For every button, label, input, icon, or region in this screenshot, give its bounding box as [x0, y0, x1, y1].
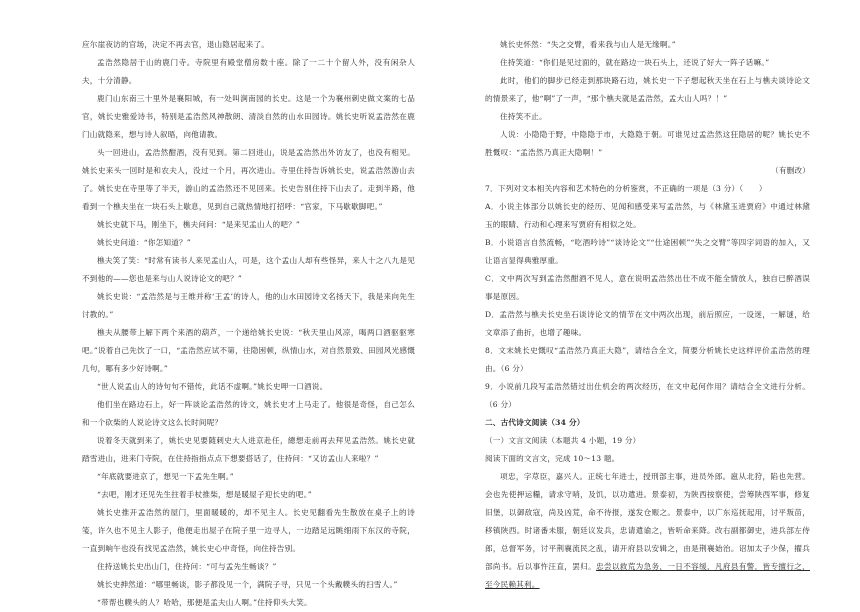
left-text: 说着冬天就到来了，姚长史见要随刺史大人进京赴任，總想走前再去拜见孟浩然。姚长史就踏雪进山，进来门寺院，在住持指指点点下想要搭话了，住持问：“又访孟山人来啦？”	[82, 436, 415, 463]
right-paragraph	[485, 180, 810, 198]
left-paragraph	[82, 576, 415, 594]
left-paragraph	[82, 252, 415, 288]
left-text: 樵夫从腰带上解下两个来酒的葫芦，一个递给姚长史说：“秋天里山风凉，喝两口酒驱驱寒吧。”说着自己先饮了一口，“孟浩然应试不第，往隐困顿，纵情山水，对自然景致、田园风光感慨几句，哪有多少好诗啊。”	[82, 328, 415, 373]
left-paragraph	[82, 36, 415, 54]
left-text: 姚长史说：“孟浩然是与王维并称‘王孟’的诗人，他的山水田园诗文名扬天下，我是来向先生讨教的。”	[82, 292, 415, 319]
right-paragraph	[485, 468, 810, 594]
left-text: 头一回进山，孟浩然酣酒，没有见到。第二回进山，说是孟浩然出外访友了，也没有相见。姚长史来头一回时是和农夫人，没过一个月，再次进山。寺里住持告诉姚长史，说孟浩然游山去了。姚长史在寺里等了半天，游山的孟浩然还不见回来。长史告别住持下山去了。走到半路，他看到一个樵夫坐在一块石头上歇息，见到自己就热情地打招呼：“官家，下马歇歇脚吧。”	[82, 148, 415, 211]
right-paragraph	[485, 108, 810, 126]
right-text: B．小说语言自然流畅，“吃酒吟诗”“谈诗论文”“仕途困顿”“失之交臂”等四字词语的加入，又让语言显得典雅厚重。	[485, 238, 810, 265]
left-paragraph	[82, 396, 415, 432]
right-text: 项忠，字荩臣，嘉兴人。正统七年进士，授刑部主事，进员外郎。扈从北狩，陷也先营。会也先使押运糧，请求守哨，及饥，以功遣进。景泰初，为陕西按察使，尝筹陕西军事，修复旧堡，以御敌寇，尚及凶荒，命不待报，遂发仓赈之。景泰中，以广东巡抚起用，讨平叛苗，移镇陕西。时诸番未服，朝廷议发兵，忠请遣谕之，皆听命来降。改右副都御史，进兵部左侍郎，总督军务，讨平荆襄流民之乱，请开府县以安辑之，由是荆襄始治。诏加太子少保，擢兵部尚书。后以事忤汪直，罢归。	[485, 472, 810, 571]
left-paragraph	[82, 90, 415, 144]
right-text: 姚长史怀然：“失之交臂，看来我与山人是无缘啊。”	[500, 40, 676, 49]
right-text: C．文中两次写到孟浩然酣酒不见人，意在说明孟浩然出仕不成不能全情放人，独自已醉酒误事是原因。	[485, 274, 810, 301]
right-text: 9．小说前几段写孟浩然错过出仕机会的两次经历，在文中起何作用？请结合全文进行分析。（6 分）	[485, 382, 810, 409]
right-text: 7．下列对文本相关内容和艺术特色的分析鉴赏，不正确的一项是（3 分）（ ）	[485, 184, 767, 193]
left-paragraph	[82, 216, 415, 234]
right-text: 住持笑不止。	[500, 112, 547, 121]
right-text: （有删改）	[771, 166, 810, 175]
left-paragraph	[82, 468, 415, 486]
left-text: “带帮也幞头的人？哈哈，那便是孟夫山人啊。”住持仰头大笑。	[97, 598, 312, 607]
left-paragraph	[82, 54, 415, 90]
left-text: 姚长史推开孟浩然的屋门，里面暖暖的，却不见主人。长史见翻看先生散放在桌子上的诗笺，许久也不见主人影子，他便走出屋子在院子里一边寻人，一边踏足远眺细雨下东汉的寺院，一直到晌午也没有找见孟浩然，姚长史心中奇怪，向住持告别。	[82, 508, 415, 553]
right-paragraph	[485, 72, 810, 108]
left-text: “世人说孟山人的诗句句不错传，此话不虚啊。”姚长史呷一口酒说。	[97, 382, 328, 391]
right-text: 人说：小隐隐于野，中隐隐于市，大隐隐于朝。可谁见过孟浩然这狂隐居的呢？姚长史不胜慨叹：“孟浩然乃真正大隐啊！”	[485, 130, 810, 157]
left-paragraph	[82, 432, 415, 468]
left-text: 姚长史就下马，刚坐下，樵夫问问：“是来见孟山人的吧？”	[97, 220, 301, 229]
right-paragraph	[485, 54, 810, 72]
right-text: 住持笑道：“你们是见过面的，就在路边一块石头上，还说了好大一阵子话嘛。”	[500, 58, 770, 67]
underlined-sentence: 忠尝以救荒为急务，一日不容缓，凡府县有警，皆专擅行之，至今民赖其利。	[485, 562, 810, 589]
right-paragraph	[485, 162, 810, 180]
left-paragraph	[82, 144, 415, 216]
left-paragraph	[82, 324, 415, 378]
left-paragraph	[82, 234, 415, 252]
right-text: 8．文末姚长史慨叹“孟浩然乃真正大隐”，请结合全文，简要分析姚长史这样评价孟浩然的理由。（6 分）	[485, 346, 810, 373]
left-text: 姚长史问道：“你怎知道？”	[97, 238, 191, 247]
right-text: D．孟浩然与樵夫长史坐石谈诗论文的情节在文中两次出现，前后照应，一设迷，一解谜，给文章添了曲折，也增了趣味。	[485, 310, 810, 337]
left-text: “去吧，刚才还见先生拄着手杖推柴，想是暖屋子迎长史的吧。”	[97, 490, 312, 499]
left-column	[82, 36, 415, 612]
right-paragraph	[485, 432, 810, 450]
left-paragraph	[82, 288, 415, 324]
right-paragraph	[485, 126, 810, 162]
left-text: 孟浩然隐居于山的鹿门寺。寺院里有殿堂僧房数十座。除了一二十个留人外，没有闲杂人夫，十分清静。	[82, 58, 415, 85]
right-paragraph	[485, 450, 810, 468]
right-paragraph	[485, 378, 810, 414]
right-paragraph	[485, 198, 810, 234]
right-text: 二、古代诗文阅读（34 分）	[485, 418, 585, 427]
right-text: A．小说主体部分以姚长史的经历、见闻和感受来写孟浩然，与《林黛玉进贾府》中通过林黛玉的眼睛、行动和心理来写贾府有相似之处。	[485, 202, 810, 229]
left-text: 应尔崖夜访的官场，决定不再去官，退山隐居起来了。	[82, 40, 270, 49]
left-paragraph	[82, 594, 415, 612]
right-paragraph	[485, 306, 810, 342]
left-paragraph	[82, 558, 415, 576]
right-column	[485, 36, 810, 594]
left-text: 他们坐在路边石上，好一阵谈论孟浩然的诗文，姚长史才上马走了。他很是奇怪，自己怎么和一个砍柴的人说论诗文这么长时间呢？	[82, 400, 415, 427]
right-paragraph	[485, 270, 810, 306]
left-paragraph	[82, 378, 415, 396]
left-paragraph	[82, 486, 415, 504]
right-text: 此时，他们的脚步已经走到那块路石边，姚长史一下子想起秋天坐在石上与樵夫谈诗论文的情景来了，他“啊”了一声，“那个樵夫就是孟浩然，孟大山人吗？！”	[485, 76, 810, 103]
right-text: 阅读下面的文言文，完成 10～13 题。	[485, 454, 620, 463]
right-paragraph	[485, 414, 810, 432]
left-paragraph	[82, 504, 415, 558]
right-paragraph	[485, 342, 810, 378]
left-text: “年底就要进京了，想见一下孟先生啊。”	[97, 472, 234, 481]
left-text: 鹿门山东南三十里外是襄阳城，有一处叫涧南园的长史。这是一个为襄州刺史做文案的七品官，姚长史雅爱诗书，特别是孟浩然风神散朗、清淡自然的山水田园诗。姚长史听说孟浩然在鹿门山就隐来，想与诗人叙晤，向他请教。	[82, 94, 415, 139]
right-text: （一）文言文阅读（本题共 4 小题，19 分）	[485, 436, 641, 445]
left-text: 姚长史抻然道：“哪里畅谈，影子都没见一个，满院子寻，只见一个头戴幞头的扫雪人。”	[97, 580, 398, 589]
right-paragraph	[485, 234, 810, 270]
right-paragraph	[485, 36, 810, 54]
left-text: 住持送姚长史出山门，住持问：“可与孟先生畅谈？”	[97, 562, 277, 571]
left-text: 樵夫笑了笑：“时常有读书人来见孟山人，可是，这个孟山人却有些怪异，来人十之八九是见不到他的——您也是来与山人说诗论文的吧？”	[82, 256, 415, 283]
